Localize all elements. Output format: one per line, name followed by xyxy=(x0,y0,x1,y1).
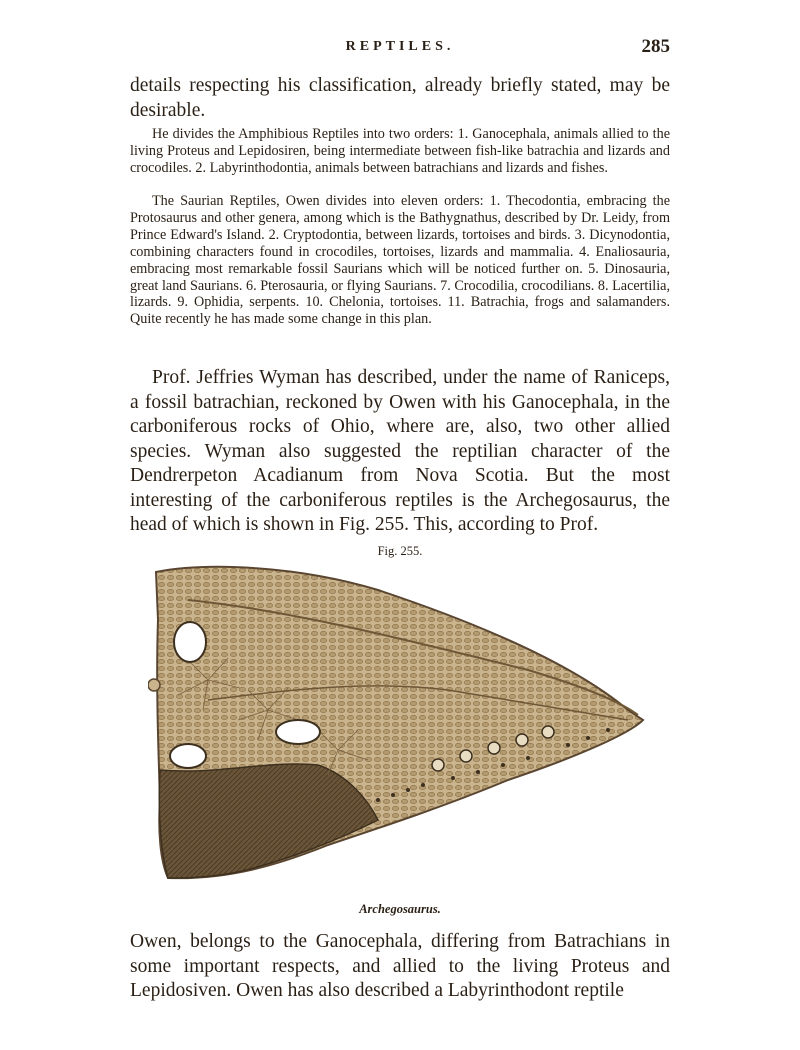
figure-caption: Archegosaurus. xyxy=(359,902,441,916)
figure-label: Fig. 255. xyxy=(377,544,423,558)
running-title: REPTILES. xyxy=(345,39,455,54)
paragraph-continuation: details respecting his classification, already briefly stated, may be desirable. xyxy=(130,75,670,121)
paragraph-amphibious-orders: He divides the Amphibious Reptiles into two orders: 1. Ganocephala, animals allied to the living Proteus and Lepidosiren, being intermediate between fish-like batrachia and lizards and crocodiles. 2. Labyrinthodontia, animals between batrachians and lizards and fishes. xyxy=(130,126,670,176)
page-number: 285 xyxy=(641,36,670,57)
archegosaurus-skull-illustration xyxy=(148,560,658,890)
paragraph-owen-ganocephala: Owen, belongs to the Ganocephala, differing from Batrachians in some important respects, and allied to the living Proteus and Lepidosiven. Owen has also described a Labyrinthodont reptile xyxy=(130,931,670,1001)
paragraph-wyman: Prof. Jeffries Wyman has described, under the name of Raniceps, a fossil batrachian, reckoned by Owen with his Ganocephala, in the carboniferous rocks of Ohio, where are, also, two other allied species. Wyman also suggested the reptilian character of the Dendrerpeton Acadianum from Nova Scotia. But the most interesting of the carboniferous reptiles is the Archegosaurus, the head of which is shown in Fig. 255. This, according to Prof. xyxy=(130,367,670,535)
paragraph-saurian-orders: The Saurian Reptiles, Owen divides into eleven orders: 1. Thecodontia, embracing the Protosaurus and other genera, among which is the Bathygnathus, described by Dr. Leidy, from Prince Edward's Island. 2. Cryptodontia, between lizards, tortoises and birds. 3. Dicynodontia, combining characters found in crocodiles, tortoises, lizards and mammalia. 4. Enaliosauria, embracing most remarkable fossil Saurians which will be noticed further on. 5. Dinosauria, great land Saurians. 6. Pterosauria, or flying Saurians. 7. Crocodilia, crocodilians. 8. Lacertilia, lizards. 9. Ophidia, serpents. 10. Chelonia, tortoises. 11. Batrachia, frogs and salamanders. Quite recently he has made some change in this plan. xyxy=(130,193,670,328)
running-head xyxy=(130,36,670,58)
